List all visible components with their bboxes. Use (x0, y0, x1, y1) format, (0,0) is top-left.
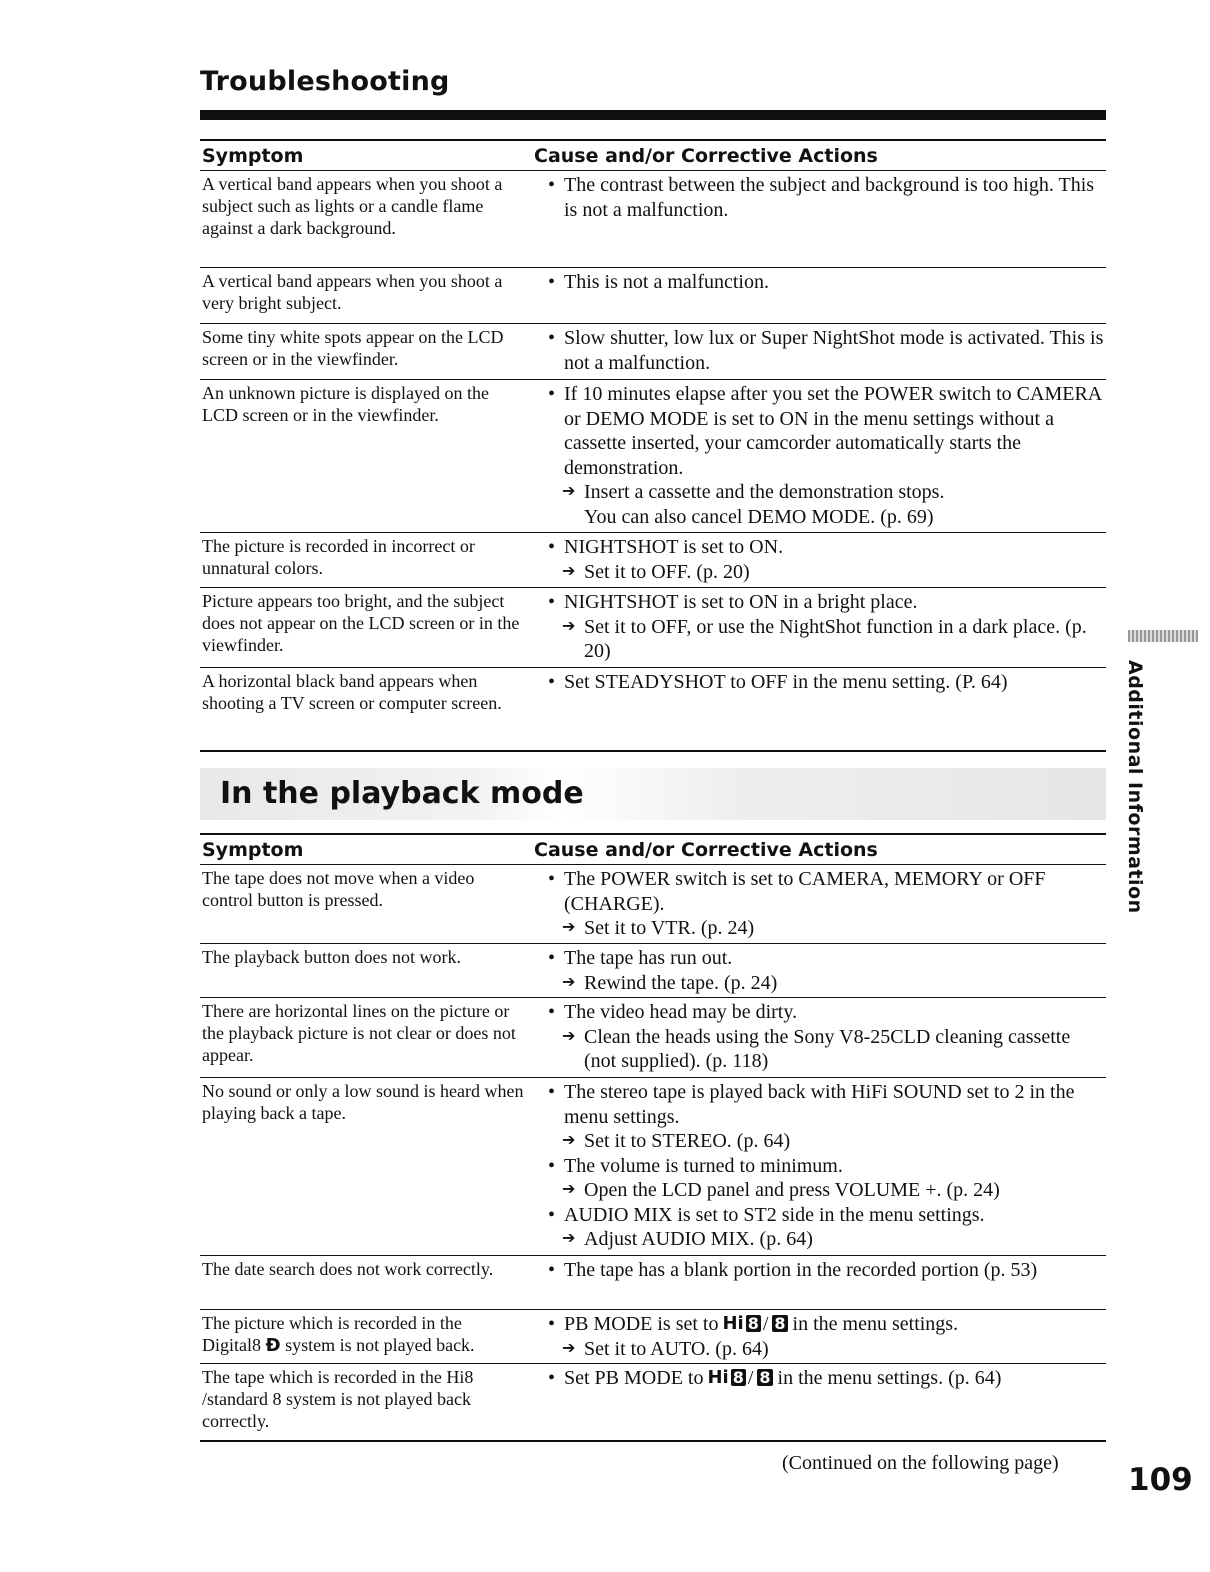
symptom-text-tail: system is not played back. (285, 1335, 475, 1355)
digital8-logo-icon: Ð (265, 1335, 281, 1356)
table-row (200, 324, 1106, 380)
table-row (200, 1256, 1106, 1310)
table-row (200, 1310, 1106, 1364)
action-text: Insert a cassette and the demonstration stops. (584, 481, 945, 503)
arrow-right-icon: ➔ (562, 483, 576, 500)
symptom-cell: A vertical band appears when you shoot a subject such as lights or a candle flame against a dark background. (202, 174, 503, 238)
bullet-text: NIGHTSHOT is set to ON in a bright place. (564, 591, 918, 613)
cause-cell (532, 1000, 1106, 1077)
bullet-text: NIGHTSHOT is set to ON. (564, 536, 784, 558)
symptom-cell: An unknown picture is displayed on the LCD screen or in the viewfinder. (202, 383, 489, 425)
table-row (200, 1078, 1106, 1256)
bullet-text: The POWER switch is set to CAMERA, MEMORY or OFF (CHARGE). (564, 868, 1046, 915)
table-row (200, 588, 1106, 668)
symptom-cell: The date search does not work correctly. (202, 1259, 494, 1279)
cause-cell (532, 326, 1106, 379)
bullet-item (532, 173, 1106, 222)
bullet-item (532, 1258, 1106, 1283)
bullet-item (532, 535, 1106, 560)
symptom-cell: A horizontal black band appears when shooting a TV screen or computer screen. (202, 671, 502, 713)
symptom-cell: A vertical band appears when you shoot a very bright subject. (202, 271, 503, 313)
cause-cell (532, 382, 1106, 532)
section-banner (200, 768, 1106, 820)
bullet-item (532, 867, 1106, 916)
table-row (200, 668, 1106, 752)
action-text: Open the LCD panel and press VOLUME +. (p. 24) (584, 1179, 1000, 1201)
cause-cell (532, 867, 1106, 943)
bullet-text-tail: in the menu settings. (792, 1313, 959, 1335)
continued-note: (Continued on the following page) (782, 1452, 1059, 1474)
bullet-item: • PB MODE is set to Hi 8 / 8 in the menu settings. (548, 1313, 959, 1335)
bullet-text: The contrast between the subject and background is too high. This is not a malfunction. (564, 174, 1095, 221)
arrow-right-icon: ➔ (562, 919, 576, 936)
table-row (200, 268, 1106, 324)
bullet-icon: • (548, 174, 556, 196)
arrow-right-icon: ➔ (562, 1027, 576, 1045)
bullet-text: The tape has a blank portion in the recorded portion (p. 53) (564, 1259, 1038, 1281)
table-header (200, 833, 1106, 865)
bullet-text: This is not a malfunction. (564, 271, 769, 293)
table-row (200, 533, 1106, 588)
bullet-icon: • (548, 1259, 556, 1281)
standard8-mode-icon: 8 (774, 1314, 786, 1333)
bullet-icon: • (548, 536, 556, 558)
arrow-right-icon: ➔ (562, 1132, 576, 1149)
bullet-icon: • (548, 327, 556, 349)
action-item (532, 615, 1106, 664)
page-number: 109 (1128, 1462, 1193, 1498)
table-header (200, 139, 1106, 171)
cause-cell (532, 535, 1106, 587)
table-row (200, 380, 1106, 533)
cause-cell (532, 173, 1106, 267)
bullet-icon: • (548, 1367, 556, 1389)
symptom-cell: There are horizontal lines on the picture or the playback picture is not clear or does not appear. (202, 1001, 516, 1065)
action-item (532, 971, 1106, 996)
bullet-text: AUDIO MIX is set to ST2 side in the menu settings. (564, 1203, 985, 1226)
symptom-cell: Picture appears too bright, and the subject does not appear on the LCD screen or in the viewfinder. (202, 591, 520, 655)
playback-troubleshooting-table (200, 833, 1106, 1442)
bullet-icon: • (548, 947, 556, 969)
bullet-icon: • (548, 1203, 556, 1226)
symptom-cell: The picture is recorded in incorrect or unnatural colors. (202, 536, 475, 578)
bullet-text: Slow shutter, low lux or Super NightShot mode is activated. This is not a malfunction. (564, 327, 1104, 374)
bullet-text: Set STEADYSHOT to OFF in the menu setting. (P. 64) (564, 671, 1008, 693)
bullet-icon: • (548, 1081, 556, 1103)
symptom-cell: No sound or only a low sound is heard when playing back a tape. (202, 1081, 524, 1123)
bullet-icon: • (548, 383, 556, 405)
bullet-text: The volume is turned to minimum. (564, 1154, 843, 1177)
cause-cell (532, 670, 1106, 750)
action-item (532, 1337, 1106, 1362)
action-item (532, 1178, 1106, 1203)
standard8-mode-icon: 8 (759, 1368, 771, 1387)
cause-cell (532, 1366, 1106, 1440)
bullet-icon: • (548, 868, 556, 890)
bullet-icon: • (548, 671, 556, 693)
bullet-item: • Set PB MODE to Hi 8 / 8 in the menu settings. (p. 64) (548, 1367, 1002, 1389)
bullet-item (532, 1080, 1106, 1129)
symptom-cell (200, 1312, 532, 1363)
hi8-mode-icon: Hi (707, 1367, 729, 1388)
symptom-cell: The playback button does not work. (202, 947, 461, 967)
action-text: Set it to STEREO. (p. 64) (584, 1130, 791, 1152)
symptom-column-header: Symptom (202, 145, 304, 167)
bullet-text: The tape has run out. (564, 947, 733, 969)
cause-cell (532, 590, 1106, 667)
bullet-text: Set PB MODE to (564, 1367, 704, 1389)
table-row (200, 865, 1106, 944)
bullet-icon: • (548, 1313, 556, 1335)
arrow-right-icon: ➔ (562, 1339, 576, 1357)
hi8-mode-icon: Hi (722, 1313, 744, 1334)
cause-cell (532, 946, 1106, 997)
bullet-icon: • (548, 1001, 556, 1023)
bullet-icon: • (548, 1154, 556, 1177)
page-title: Troubleshooting (200, 66, 450, 97)
bullet-text-tail: in the menu settings. (p. 64) (777, 1367, 1002, 1389)
bullet-icon: • (548, 591, 556, 613)
arrow-right-icon: ➔ (562, 1181, 576, 1198)
action-item (532, 480, 1106, 505)
action-text: Adjust AUDIO MIX. (p. 64) (584, 1228, 813, 1250)
side-tab-label: Additional Information (1124, 660, 1146, 914)
recording-troubleshooting-table (200, 139, 1106, 752)
arrow-right-icon: ➔ (562, 617, 576, 635)
bullet-item (532, 946, 1106, 971)
action-text: Set it to OFF, or use the NightShot function in a dark place. (p. 20) (584, 615, 1087, 662)
section-title: In the playback mode (220, 776, 584, 811)
action-text: Clean the heads using the Sony V8-25CLD cleaning cassette (not supplied). (p. 118) (584, 1025, 1071, 1072)
symptom-cell: Some tiny white spots appear on the LCD screen or in the viewfinder. (202, 327, 504, 369)
cause-column-header: Cause and/or Corrective Actions (534, 839, 878, 861)
bullet-item (532, 270, 1106, 295)
cause-cell (532, 270, 1106, 323)
bullet-item (532, 590, 1106, 615)
symptom-column-header: Symptom (202, 839, 304, 861)
table-row (200, 1364, 1106, 1442)
bullet-item (532, 670, 1106, 695)
action-text: Set it to OFF. (p. 20) (584, 560, 750, 583)
table-row (200, 171, 1106, 268)
action-text: Rewind the tape. (p. 24) (584, 971, 778, 994)
action-item (532, 1227, 1106, 1252)
table-row (200, 998, 1106, 1078)
bullet-item (532, 1154, 1106, 1179)
cause-cell (532, 1080, 1106, 1255)
cause-column-header: Cause and/or Corrective Actions (534, 145, 878, 167)
symptom-cell: The tape does not move when a video control button is pressed. (202, 868, 475, 910)
symptom-text: The picture which is recorded in the Digital8 (202, 1313, 462, 1355)
action-item (532, 916, 1106, 941)
action-text: Set it to VTR. (p. 24) (584, 917, 755, 939)
arrow-right-icon: ➔ (562, 562, 576, 580)
bullet-item (532, 382, 1106, 480)
action-item (532, 1129, 1106, 1154)
title-rule (200, 110, 1106, 120)
hi8-box-icon: 8 (747, 1314, 759, 1333)
bullet-text: PB MODE is set to (564, 1313, 719, 1335)
symptom-cell: The tape which is recorded in the Hi8 /standard 8 system is not played back correctly. (202, 1367, 474, 1431)
bullet-item (532, 1203, 1106, 1228)
arrow-right-icon: ➔ (562, 973, 576, 991)
arrow-right-icon: ➔ (562, 1230, 576, 1247)
bullet-icon: • (548, 271, 556, 293)
bullet-text: The stereo tape is played back with HiFi SOUND set to 2 in the menu settings. (564, 1081, 1075, 1128)
bullet-text: The video head may be dirty. (564, 1001, 798, 1023)
table-row (200, 944, 1106, 998)
action-text: Set it to AUTO. (p. 64) (584, 1337, 769, 1360)
cause-cell (532, 1312, 1106, 1363)
action-item (532, 1025, 1106, 1074)
bullet-item (532, 326, 1106, 375)
bullet-item (532, 1000, 1106, 1025)
side-tab-marker (1128, 630, 1198, 642)
action-continuation: You can also cancel DEMO MODE. (p. 69) (584, 505, 934, 528)
action-item (532, 560, 1106, 585)
hi8-box-icon: 8 (732, 1368, 744, 1387)
cause-cell (532, 1258, 1106, 1309)
bullet-text: If 10 minutes elapse after you set the POWER switch to CAMERA or DEMO MODE is set to ON in the menu settings without a cassette inserted, your camcorder automatically starts the demonstration. (564, 383, 1102, 479)
